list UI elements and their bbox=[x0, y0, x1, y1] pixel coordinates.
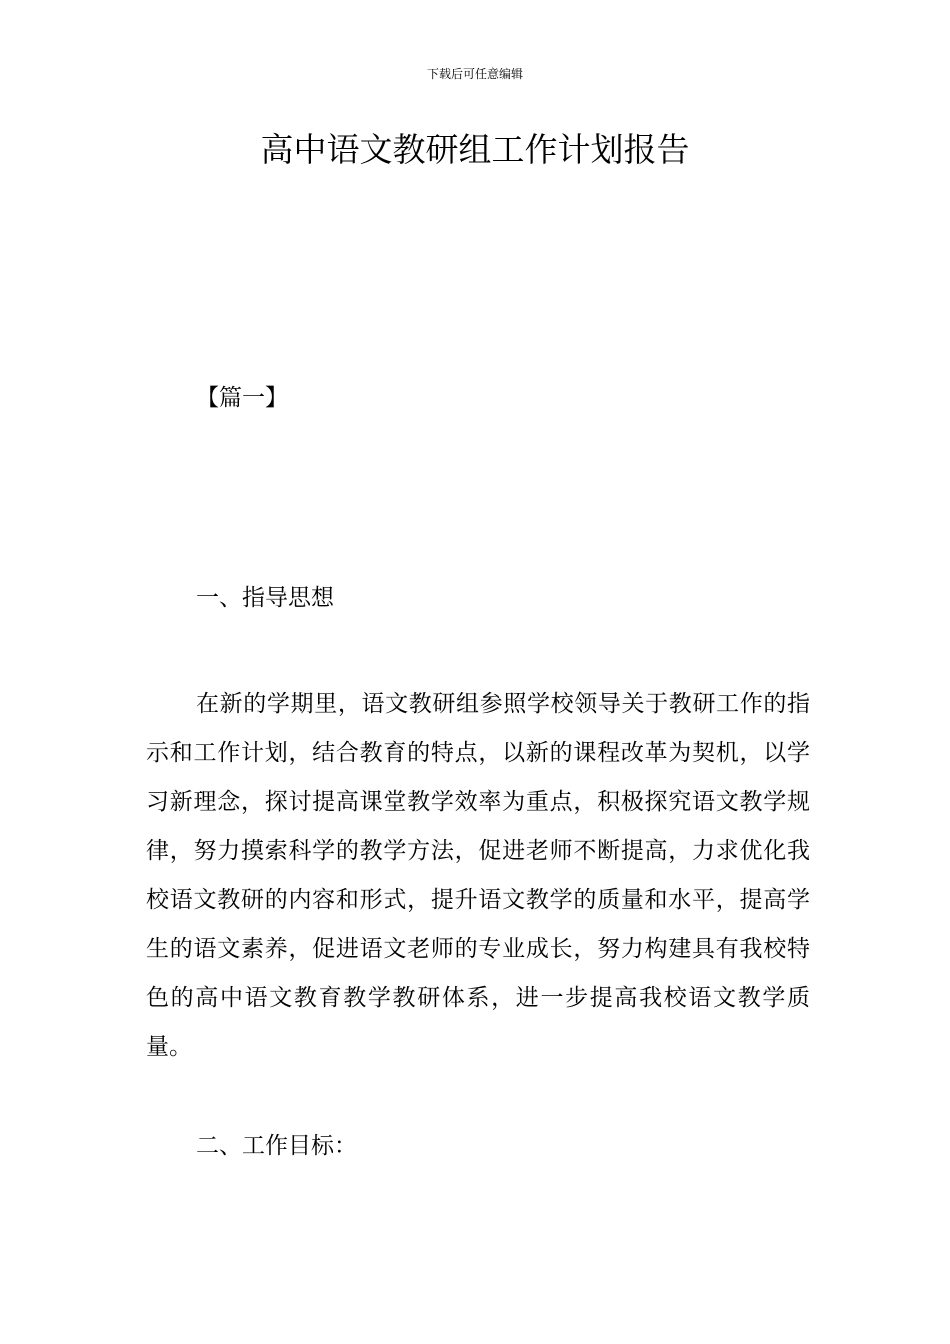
body-paragraph: 在新的学期里，语文教研组参照学校领导关于教研工作的指示和工作计划，结合教育的特点，以新的课程改革为契机，以学习新理念，探讨提高课堂教学效率为重点，积极探究语文教学规律，努力摸索科学的教学方法，促进老师不断提高，力求优化我校语文教研的内容和形式，提升语文教学的质量和水平，提高学生的语文素养，促进语文老师的专业成长，努力构建具有我校特色的高中语文教育教学教研体系，进一步提高我校语文教学质量。 bbox=[146, 691, 810, 1060]
document-title: 高中语文教研组工作计划报告 bbox=[260, 130, 690, 169]
section-heading-guiding-ideology: 一、指导思想 bbox=[196, 585, 334, 611]
section-label: 【篇一】 bbox=[196, 385, 288, 411]
header-note: 下载后可任意编辑 bbox=[426, 67, 523, 81]
section-heading-work-goals: 二、工作目标： bbox=[196, 1133, 357, 1159]
